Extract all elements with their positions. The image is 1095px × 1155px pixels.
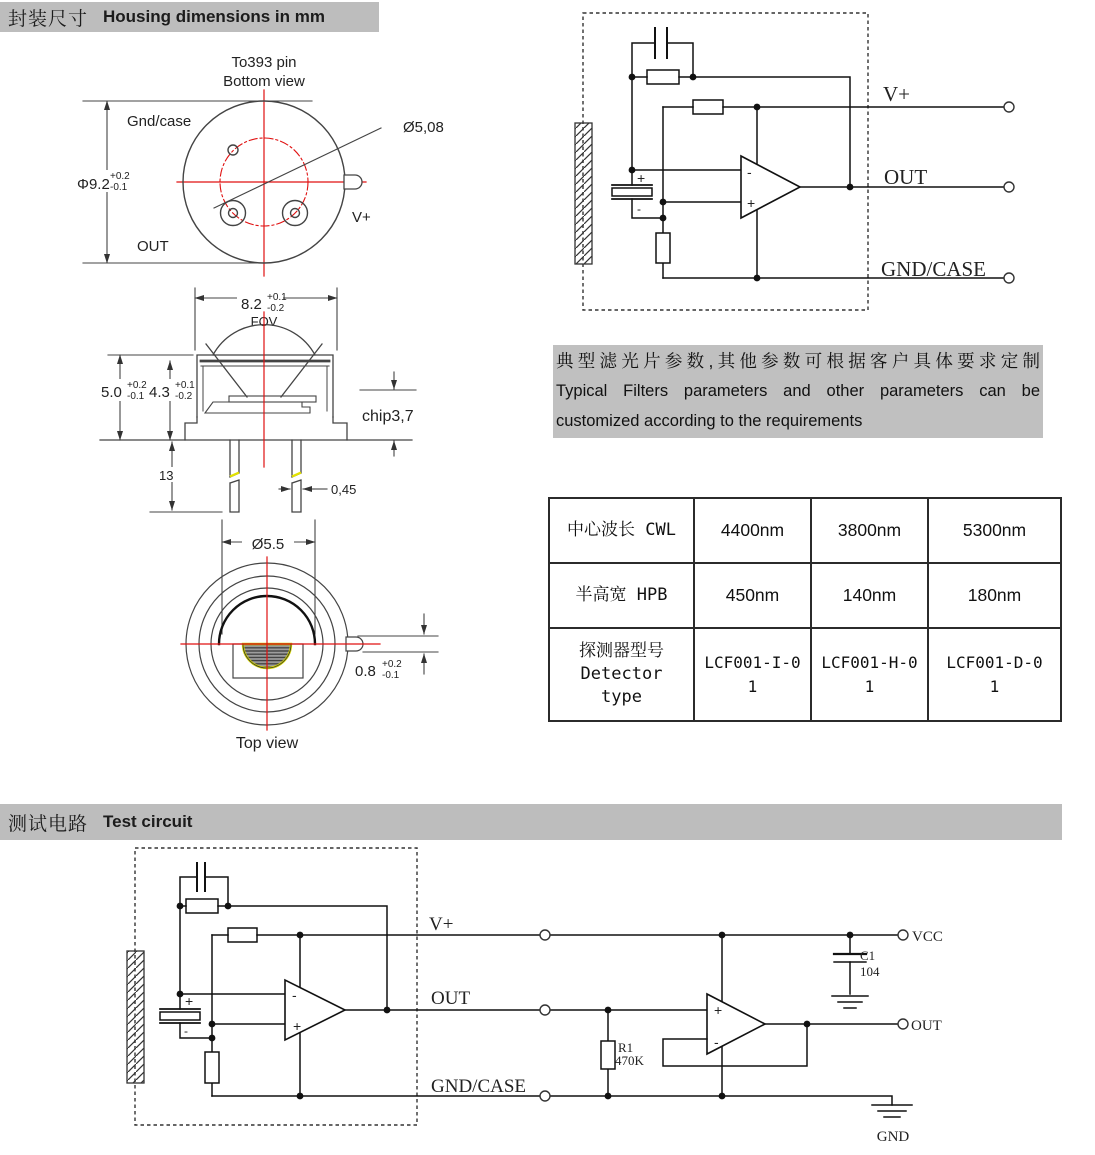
bias-resistor bbox=[205, 1052, 219, 1083]
opamp2-inverting-sign: - bbox=[714, 1034, 719, 1050]
table-row bbox=[549, 563, 1061, 628]
ir-window-symbol bbox=[127, 951, 144, 1083]
test-circuit-schematic bbox=[0, 845, 1095, 1155]
table-row bbox=[549, 498, 1061, 563]
ir-window-symbol bbox=[575, 123, 592, 264]
r1-ref-label: R1 bbox=[618, 1040, 634, 1055]
opamp-inverting-sign: - bbox=[747, 164, 752, 180]
window-width-tol-plus: +0.1 bbox=[267, 292, 287, 303]
cwl-value-3: 5300nm bbox=[962, 520, 1027, 540]
filters-note-zh: 典型滤光片参数,其他参数可根据客户具体要求定制 bbox=[556, 351, 1040, 371]
r1-resistor bbox=[601, 1041, 615, 1069]
case-tab bbox=[344, 175, 362, 189]
detector-type-2: LCF001-H-01 bbox=[821, 652, 918, 696]
pins bbox=[230, 440, 301, 512]
out-label: OUT bbox=[431, 988, 471, 1009]
cap-height-tol-plus: +0.1 bbox=[175, 380, 195, 391]
pyro-minus-sign: - bbox=[637, 202, 641, 216]
test-circuit-section-header bbox=[0, 804, 1062, 840]
sensor-boundary-box bbox=[583, 13, 868, 310]
filters-note-en-line2: customized according to the requirements bbox=[556, 412, 863, 430]
pin-length-label: 13 bbox=[159, 468, 174, 483]
vcc-terminal-label: VCC bbox=[912, 929, 943, 945]
wires bbox=[160, 863, 912, 1117]
tab-height-tol-minus: -0.1 bbox=[382, 670, 400, 681]
body-diameter-tol-plus: +0.2 bbox=[110, 171, 130, 182]
row-label-cwl: 中心波长 CWL bbox=[549, 498, 694, 563]
housing-title-zh: 封装尺寸 bbox=[8, 8, 89, 30]
gnd-terminal-label: GND bbox=[876, 1129, 910, 1145]
housing-dimension-drawing bbox=[0, 30, 545, 775]
c1-ref-label: C1 bbox=[860, 948, 876, 963]
filters-note-en-line1: Typical Filters parameters and other parameters can be bbox=[556, 382, 1040, 400]
window-width-tol-minus: -0.2 bbox=[267, 303, 285, 314]
top-view-caption: Top view bbox=[235, 735, 299, 752]
c1-ground-symbol bbox=[832, 996, 868, 1008]
side-view-drawing bbox=[99, 288, 416, 512]
supply-resistor bbox=[228, 928, 257, 942]
housing-section-header bbox=[0, 2, 379, 32]
total-height-tol-plus: +0.2 bbox=[127, 380, 147, 391]
bottom-view-caption-line2: Bottom view bbox=[223, 73, 305, 90]
housing-title-en: Housing dimensions in mm bbox=[103, 7, 325, 26]
cwl-value-1: 4400nm bbox=[720, 520, 785, 540]
window-width-label: 8.2 bbox=[241, 296, 262, 313]
out-terminal-label: OUT bbox=[911, 1018, 942, 1034]
terminals bbox=[1004, 102, 1014, 283]
out-pin-label: OUT bbox=[137, 238, 169, 255]
opamp1-inverting-sign: - bbox=[292, 987, 297, 1003]
cap-height-tol-minus: -0.2 bbox=[175, 391, 193, 402]
hpb-value-3: 180nm bbox=[967, 585, 1022, 605]
pyro-plus-sign: + bbox=[637, 170, 646, 186]
opamp-noninverting-sign: + bbox=[747, 195, 756, 211]
feedback-resistor bbox=[186, 899, 218, 913]
c1-value-label: 104 bbox=[860, 964, 880, 979]
detector-type-1: LCF001-I-01 bbox=[704, 652, 801, 696]
tab-height-tol-plus: +0.2 bbox=[382, 659, 402, 670]
pyro-element bbox=[160, 1012, 200, 1020]
filters-note bbox=[553, 345, 1043, 438]
hpb-value-2: 140nm bbox=[842, 585, 897, 605]
internal-circuit-schematic bbox=[545, 0, 1095, 340]
feedback-resistor bbox=[647, 70, 679, 84]
wires bbox=[612, 28, 1009, 278]
lens-diameter-label: Ø5.5 bbox=[251, 536, 285, 553]
vplus-terminal-label: V+ bbox=[883, 82, 911, 106]
row-label-hpb: 半高宽 HPB bbox=[549, 563, 694, 628]
pyro-plus-sign: + bbox=[185, 993, 194, 1009]
bias-resistor bbox=[656, 233, 670, 263]
pyro-element bbox=[612, 188, 652, 196]
pin-highlight-marks bbox=[231, 473, 300, 476]
cwl-value-2: 3800nm bbox=[837, 520, 902, 540]
out-terminal-label: OUT bbox=[884, 165, 928, 189]
total-height-tol-minus: -0.1 bbox=[127, 391, 145, 402]
body-diameter-label: Φ9.2 bbox=[77, 176, 110, 193]
vplus-pin-label: V+ bbox=[352, 209, 371, 226]
supply-resistor bbox=[693, 100, 723, 114]
test-circuit-title-en: Test circuit bbox=[103, 812, 193, 831]
gnd-ground-symbol bbox=[872, 1105, 912, 1117]
junction-dots bbox=[177, 903, 854, 1100]
bottom-view-caption-line1: To393 pin bbox=[231, 54, 297, 71]
tab-height-label: 0.8 bbox=[355, 663, 376, 680]
vplus-label: V+ bbox=[429, 914, 454, 935]
filter-parameters-table bbox=[548, 497, 1062, 722]
opamp2-noninverting-sign: + bbox=[714, 1002, 723, 1018]
gnd-case-pin-label: Gnd/case bbox=[127, 113, 192, 130]
bottom-view-drawing bbox=[75, 54, 444, 276]
test-circuit-title-zh: 测试电路 bbox=[8, 813, 89, 835]
chip-size-label: chip3,7 bbox=[362, 408, 414, 425]
pyro-minus-sign: - bbox=[184, 1024, 188, 1038]
table-row bbox=[549, 628, 1061, 721]
fov-label: FOV bbox=[250, 314, 278, 329]
cap-height-label: 4.3 bbox=[149, 384, 170, 401]
row-label-detector-type: 探测器型号 Detector type bbox=[549, 628, 694, 721]
detector-type-3: LCF001-D-01 bbox=[946, 652, 1043, 696]
gnd-case-label: GND/CASE bbox=[431, 1076, 527, 1097]
leader-line bbox=[214, 128, 381, 208]
r1-value-label: 470K bbox=[615, 1053, 644, 1068]
top-view-drawing bbox=[181, 520, 438, 752]
pin-circle-diameter-label: Ø5,08 bbox=[403, 119, 444, 136]
sensor-boundary-box bbox=[135, 848, 417, 1125]
pin-width-label: 0,45 bbox=[331, 482, 357, 497]
total-height-label: 5.0 bbox=[101, 384, 122, 401]
body-diameter-tol-minus: -0.1 bbox=[110, 182, 128, 193]
gnd-case-terminal-label: GND/CASE bbox=[881, 257, 987, 281]
hpb-value-1: 450nm bbox=[725, 585, 780, 605]
opamp1-noninverting-sign: + bbox=[293, 1018, 302, 1034]
